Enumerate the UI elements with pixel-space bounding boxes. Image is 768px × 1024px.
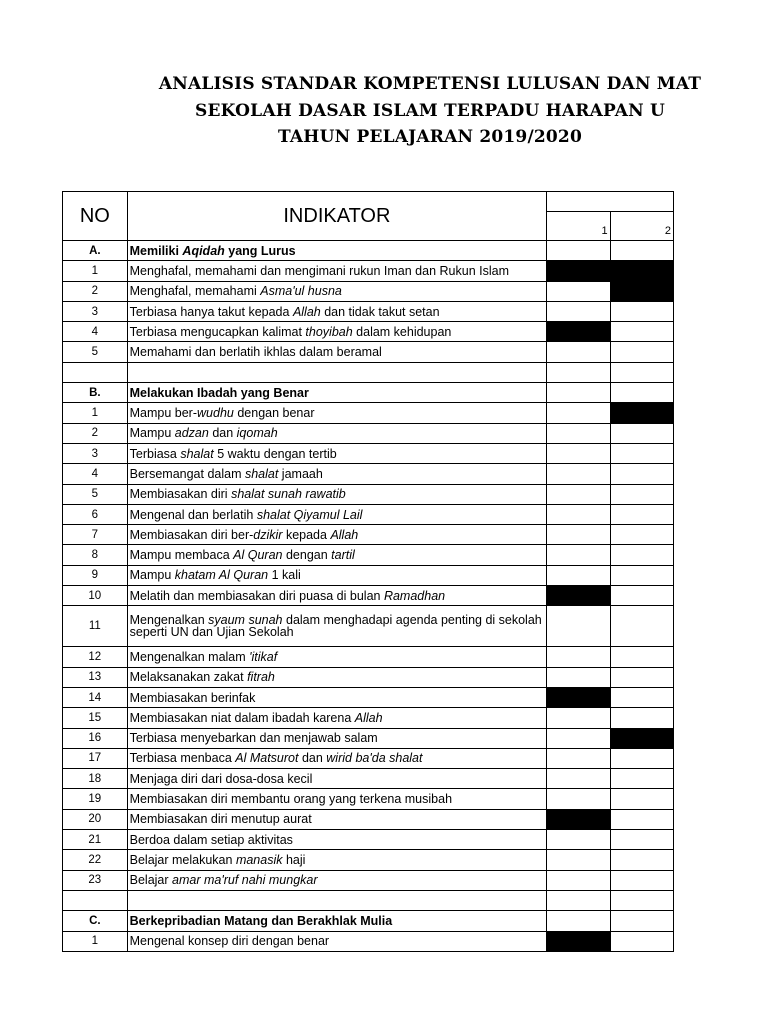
table-header-row-top (63, 192, 674, 212)
score-cell-2[interactable] (610, 464, 673, 484)
row-number-cell: 14 (63, 687, 128, 707)
score-cell-2[interactable] (610, 789, 673, 809)
indicator-cell (127, 443, 547, 463)
score-cell-2[interactable] (610, 261, 673, 281)
score-cell-2[interactable] (610, 342, 673, 362)
row-number-cell: 9 (63, 565, 128, 585)
row-number-cell: 11 (63, 606, 128, 647)
score-cell-1[interactable] (547, 322, 610, 342)
indicator-text: syaum sunah (208, 613, 283, 628)
score-cell-2[interactable] (610, 525, 673, 545)
indicator-cell (127, 301, 547, 321)
score-cell-1[interactable] (547, 748, 610, 768)
indicator-text: Menghafal, memahami (129, 284, 261, 299)
indicator-cell (127, 504, 547, 524)
score-cell-1[interactable] (547, 443, 610, 463)
table-row (63, 708, 674, 728)
indicator-text: Terbiasa menyebarkan dan menjawab salam (129, 731, 378, 746)
table-row (63, 606, 674, 647)
indicator-text: haji (282, 852, 306, 867)
table-row (63, 504, 674, 524)
row-number-cell: A. (63, 241, 128, 261)
score-cell-2[interactable] (610, 647, 673, 667)
indicator-cell (127, 728, 547, 748)
indicator-text: adzan (174, 426, 209, 441)
score-cell-1[interactable] (547, 504, 610, 524)
indicator-text: kepada (282, 527, 331, 542)
indicator-text: Menjaga diri dari dosa-dosa kecil (129, 771, 313, 786)
table-row (63, 809, 674, 829)
row-number-cell: 2 (63, 281, 128, 301)
indicator-text: Belajar (129, 873, 173, 888)
indicator-text: Membiasakan diri ber- (129, 527, 254, 542)
score-cell-1[interactable] (547, 830, 610, 850)
row-number-cell: 1 (63, 403, 128, 423)
row-number-cell: 13 (63, 667, 128, 687)
table-row (63, 687, 674, 707)
row-number-cell: 5 (63, 342, 128, 362)
indicator-text: Melatih dan membiasakan diri puasa di bulan (129, 588, 384, 603)
indicator-text: Bersemangat dalam (129, 466, 245, 481)
indicator-text: wudhu (197, 406, 234, 421)
indicator-text: Terbiasa mengucapkan kalimat (129, 324, 306, 339)
row-number-cell: 22 (63, 850, 128, 870)
indicator-cell (127, 606, 547, 647)
table-row (63, 748, 674, 768)
score-cell-1[interactable] (547, 261, 610, 281)
score-cell-2[interactable] (610, 606, 673, 647)
indicator-text: dengan (282, 548, 332, 563)
score-cell-1[interactable] (547, 545, 610, 565)
indicator-text: shalat (244, 466, 279, 481)
indicator-text: Menghafal, memahami dan mengimani rukun Iman dan Rukun Islam (129, 263, 509, 278)
indicator-text: 5 waktu dengan tertib (213, 446, 337, 461)
indicator-text: 1 kali (268, 568, 301, 583)
table-row (63, 322, 674, 342)
indicator-cell (127, 322, 547, 342)
score-cell-1[interactable] (547, 890, 610, 910)
score-cell-2[interactable] (610, 687, 673, 707)
row-number-cell: 1 (63, 261, 128, 281)
score-cell-1[interactable] (547, 931, 610, 951)
indicator-cell (127, 769, 547, 789)
indicator-text: thoyibah (305, 324, 353, 339)
score-cell-1[interactable] (547, 911, 610, 931)
indicator-cell (127, 586, 547, 606)
indicator-text: Memahami dan berlatih ikhlas dalam beramal (129, 345, 382, 360)
score-cell-1[interactable] (547, 362, 610, 382)
table-row (63, 301, 674, 321)
indicator-text: Mengenalkan (129, 613, 209, 628)
indicator-text: Allah (330, 527, 359, 542)
row-number-cell: 10 (63, 586, 128, 606)
indicator-text: Membiasakan diri membantu orang yang terkena musibah (129, 792, 453, 807)
score-cell-2[interactable] (610, 383, 673, 403)
header-no: NO (63, 192, 128, 241)
indicator-text: Al Quran (233, 548, 283, 563)
indicator-cell (127, 850, 547, 870)
indicator-text: 'itikaf (249, 649, 278, 664)
score-cell-1[interactable] (547, 647, 610, 667)
score-cell-1[interactable] (547, 383, 610, 403)
score-cell-2[interactable] (610, 890, 673, 910)
indicator-cell (127, 423, 547, 443)
row-number-cell: 19 (63, 789, 128, 809)
score-cell-1[interactable] (547, 423, 610, 443)
indicator-text: Al Matsurot (235, 751, 299, 766)
indicator-cell (127, 809, 547, 829)
indicator-cell (127, 281, 547, 301)
score-cell-1[interactable] (547, 484, 610, 504)
row-number-cell: C. (63, 911, 128, 931)
indicator-text: yang Lurus (224, 243, 296, 258)
indicator-cell (127, 403, 547, 423)
table-row (63, 769, 674, 789)
indicator-table (62, 191, 674, 952)
section-row (63, 383, 674, 403)
score-cell-2[interactable] (610, 301, 673, 321)
row-number-cell: 2 (63, 423, 128, 443)
indicator-text: khatam Al Quran (174, 568, 269, 583)
indicator-text: Membiasakan niat dalam ibadah karena (129, 710, 355, 725)
indicator-text: wirid ba'da shalat (326, 751, 423, 766)
score-cell-2[interactable] (610, 281, 673, 301)
indicator-cell (127, 342, 547, 362)
score-cell-1[interactable] (547, 708, 610, 728)
indicator-text: dalam kehidupan (352, 324, 452, 339)
indicator-text: dan tidak takut setan (320, 304, 440, 319)
row-number-cell: 21 (63, 830, 128, 850)
indicator-cell (127, 748, 547, 768)
indicator-text: dzikir (253, 527, 283, 542)
row-number-cell: 15 (63, 708, 128, 728)
table-row (63, 261, 674, 281)
score-cell-2[interactable] (610, 484, 673, 504)
score-cell-2[interactable] (610, 708, 673, 728)
table-row (63, 647, 674, 667)
row-number-cell: 23 (63, 870, 128, 890)
table-row (63, 484, 674, 504)
header-col-1: 1 (547, 212, 610, 241)
row-number-cell (63, 890, 128, 910)
score-cell-1[interactable] (547, 769, 610, 789)
header-indikator: INDIKATOR (127, 192, 547, 241)
table-row (63, 931, 674, 951)
score-cell-1[interactable] (547, 301, 610, 321)
score-cell-2[interactable] (610, 423, 673, 443)
indicator-cell (127, 647, 547, 667)
indicator-text: tartil (331, 548, 355, 563)
score-cell-2[interactable] (610, 870, 673, 890)
indicator-cell (127, 870, 547, 890)
indicator-text: Mampu ber- (129, 406, 198, 421)
score-cell-2[interactable] (610, 748, 673, 768)
row-number-cell (63, 362, 128, 382)
table-row (63, 423, 674, 443)
row-number-cell: 12 (63, 647, 128, 667)
score-cell-2[interactable] (610, 931, 673, 951)
indicator-text: jamaah (278, 466, 323, 481)
score-cell-2[interactable] (610, 667, 673, 687)
row-number-cell: 3 (63, 301, 128, 321)
table-row (63, 586, 674, 606)
indicator-text: Allah (292, 304, 321, 319)
table-row (63, 545, 674, 565)
header-col-2: 2 (610, 212, 673, 241)
table-row (63, 667, 674, 687)
indicator-text: dan (208, 426, 237, 441)
indicator-text: Mampu (129, 568, 175, 583)
indicator-cell (127, 667, 547, 687)
row-number-cell: 8 (63, 545, 128, 565)
score-cell-1[interactable] (547, 565, 610, 585)
indicator-text: Mampu membaca (129, 548, 234, 563)
score-cell-1[interactable] (547, 342, 610, 362)
section-row (63, 911, 674, 931)
table-row (63, 443, 674, 463)
document-title-line-1: ANALISIS STANDAR KOMPETENSI LULUSAN DAN MAT (158, 74, 702, 94)
indicator-cell (127, 789, 547, 809)
indicator-cell (127, 830, 547, 850)
table-row (63, 464, 674, 484)
indicator-cell (127, 708, 547, 728)
table-row (63, 342, 674, 362)
score-cell-2[interactable] (610, 769, 673, 789)
row-number-cell: 5 (63, 484, 128, 504)
row-number-cell: 17 (63, 748, 128, 768)
indicator-text: Membiasakan berinfak (129, 690, 256, 705)
indicator-text: Melakukan Ibadah yang Benar (129, 385, 309, 400)
table-row (63, 525, 674, 545)
indicator-cell (127, 464, 547, 484)
indicator-text: Mampu (129, 426, 175, 441)
table-row (63, 830, 674, 850)
indicator-text: Ramadhan (383, 588, 446, 603)
indicator-cell (127, 241, 547, 261)
score-cell-1[interactable] (547, 728, 610, 748)
header-group-cell (547, 192, 674, 212)
row-number-cell: 6 (63, 504, 128, 524)
score-cell-1[interactable] (547, 809, 610, 829)
score-cell-2[interactable] (610, 443, 673, 463)
indicator-cell (127, 525, 547, 545)
indicator-text: dengan benar (233, 406, 315, 421)
indicator-text: Membiasakan diri (129, 487, 232, 502)
indicator-cell (127, 890, 547, 910)
score-cell-2[interactable] (610, 911, 673, 931)
indicator-cell (127, 383, 547, 403)
table-row (63, 850, 674, 870)
indicator-text: amar ma'ruf nahi mungkar (172, 873, 318, 888)
indicator-cell (127, 911, 547, 931)
indicator-cell (127, 565, 547, 585)
blank-row (63, 890, 674, 910)
score-cell-1[interactable] (547, 850, 610, 870)
row-number-cell: 4 (63, 322, 128, 342)
row-number-cell: B. (63, 383, 128, 403)
indicator-cell (127, 261, 547, 281)
indicator-text: shalat (180, 446, 214, 461)
section-row (63, 241, 674, 261)
score-cell-2[interactable] (610, 809, 673, 829)
table-row (63, 870, 674, 890)
indicator-text: dalam menghadapi agenda penting di sekolah seperti UN dan Ujian Sekolah (129, 613, 542, 640)
table-row (63, 565, 674, 585)
row-number-cell: 18 (63, 769, 128, 789)
indicator-text: Belajar melakukan (129, 852, 236, 867)
score-cell-1[interactable] (547, 667, 610, 687)
document-title-line-2: SEKOLAH DASAR ISLAM TERPADU HARAPAN U (195, 101, 665, 121)
score-cell-2[interactable] (610, 504, 673, 524)
score-cell-2[interactable] (610, 850, 673, 870)
table-row (63, 728, 674, 748)
score-cell-1[interactable] (547, 281, 610, 301)
indicator-text: iqomah (236, 426, 278, 441)
indicator-text: Melaksanakan zakat (129, 670, 248, 685)
score-cell-1[interactable] (547, 870, 610, 890)
score-cell-2[interactable] (610, 586, 673, 606)
indicator-text: Terbiasa hanya takut kepada (129, 304, 293, 319)
score-cell-1[interactable] (547, 241, 610, 261)
indicator-cell (127, 484, 547, 504)
indicator-text: Memiliki (129, 243, 183, 258)
indicator-text: dan (298, 751, 327, 766)
row-number-cell: 7 (63, 525, 128, 545)
score-cell-2[interactable] (610, 403, 673, 423)
score-cell-2[interactable] (610, 322, 673, 342)
score-cell-1[interactable] (547, 525, 610, 545)
score-cell-1[interactable] (547, 586, 610, 606)
indicator-text: Membiasakan diri menutup aurat (129, 812, 312, 827)
blank-row (63, 362, 674, 382)
indicator-text: Berdoa dalam setiap aktivitas (129, 832, 293, 847)
indicator-cell (127, 545, 547, 565)
indicator-text: Terbiasa menbaca (129, 751, 236, 766)
indicator-text: Terbiasa (129, 446, 181, 461)
score-cell-2[interactable] (610, 545, 673, 565)
indicator-text: Berkepribadian Matang dan Berakhlak Mulia (129, 913, 393, 928)
score-cell-2[interactable] (610, 565, 673, 585)
score-cell-1[interactable] (547, 403, 610, 423)
document-title-line-3: TAHUN PELAJARAN 2019/2020 (278, 127, 582, 147)
score-cell-2[interactable] (610, 241, 673, 261)
row-number-cell: 20 (63, 809, 128, 829)
table-row (63, 789, 674, 809)
row-number-cell: 3 (63, 443, 128, 463)
indicator-cell (127, 931, 547, 951)
indicator-text: Mengenal dan berlatih (129, 507, 257, 522)
score-cell-2[interactable] (610, 830, 673, 850)
indicator-text: shalat Qiyamul Lail (256, 507, 363, 522)
indicator-text: Asma'ul husna (260, 284, 342, 299)
table-row (63, 281, 674, 301)
score-cell-1[interactable] (547, 606, 610, 647)
row-number-cell: 1 (63, 931, 128, 951)
score-cell-1[interactable] (547, 464, 610, 484)
indicator-text: manasik (235, 852, 283, 867)
row-number-cell: 4 (63, 464, 128, 484)
score-cell-1[interactable] (547, 789, 610, 809)
indicator-text: Allah (354, 710, 383, 725)
indicator-text: Aqidah (182, 243, 225, 258)
indicator-cell (127, 362, 547, 382)
score-cell-1[interactable] (547, 687, 610, 707)
indicator-text: Mengenalkan malam (129, 649, 250, 664)
row-number-cell: 16 (63, 728, 128, 748)
table-row (63, 403, 674, 423)
indicator-text: shalat sunah rawatib (231, 487, 346, 502)
score-cell-2[interactable] (610, 362, 673, 382)
indicator-text: Mengenal konsep diri dengan benar (129, 934, 330, 949)
indicator-text: fitrah (247, 670, 275, 685)
score-cell-2[interactable] (610, 728, 673, 748)
indicator-cell (127, 687, 547, 707)
